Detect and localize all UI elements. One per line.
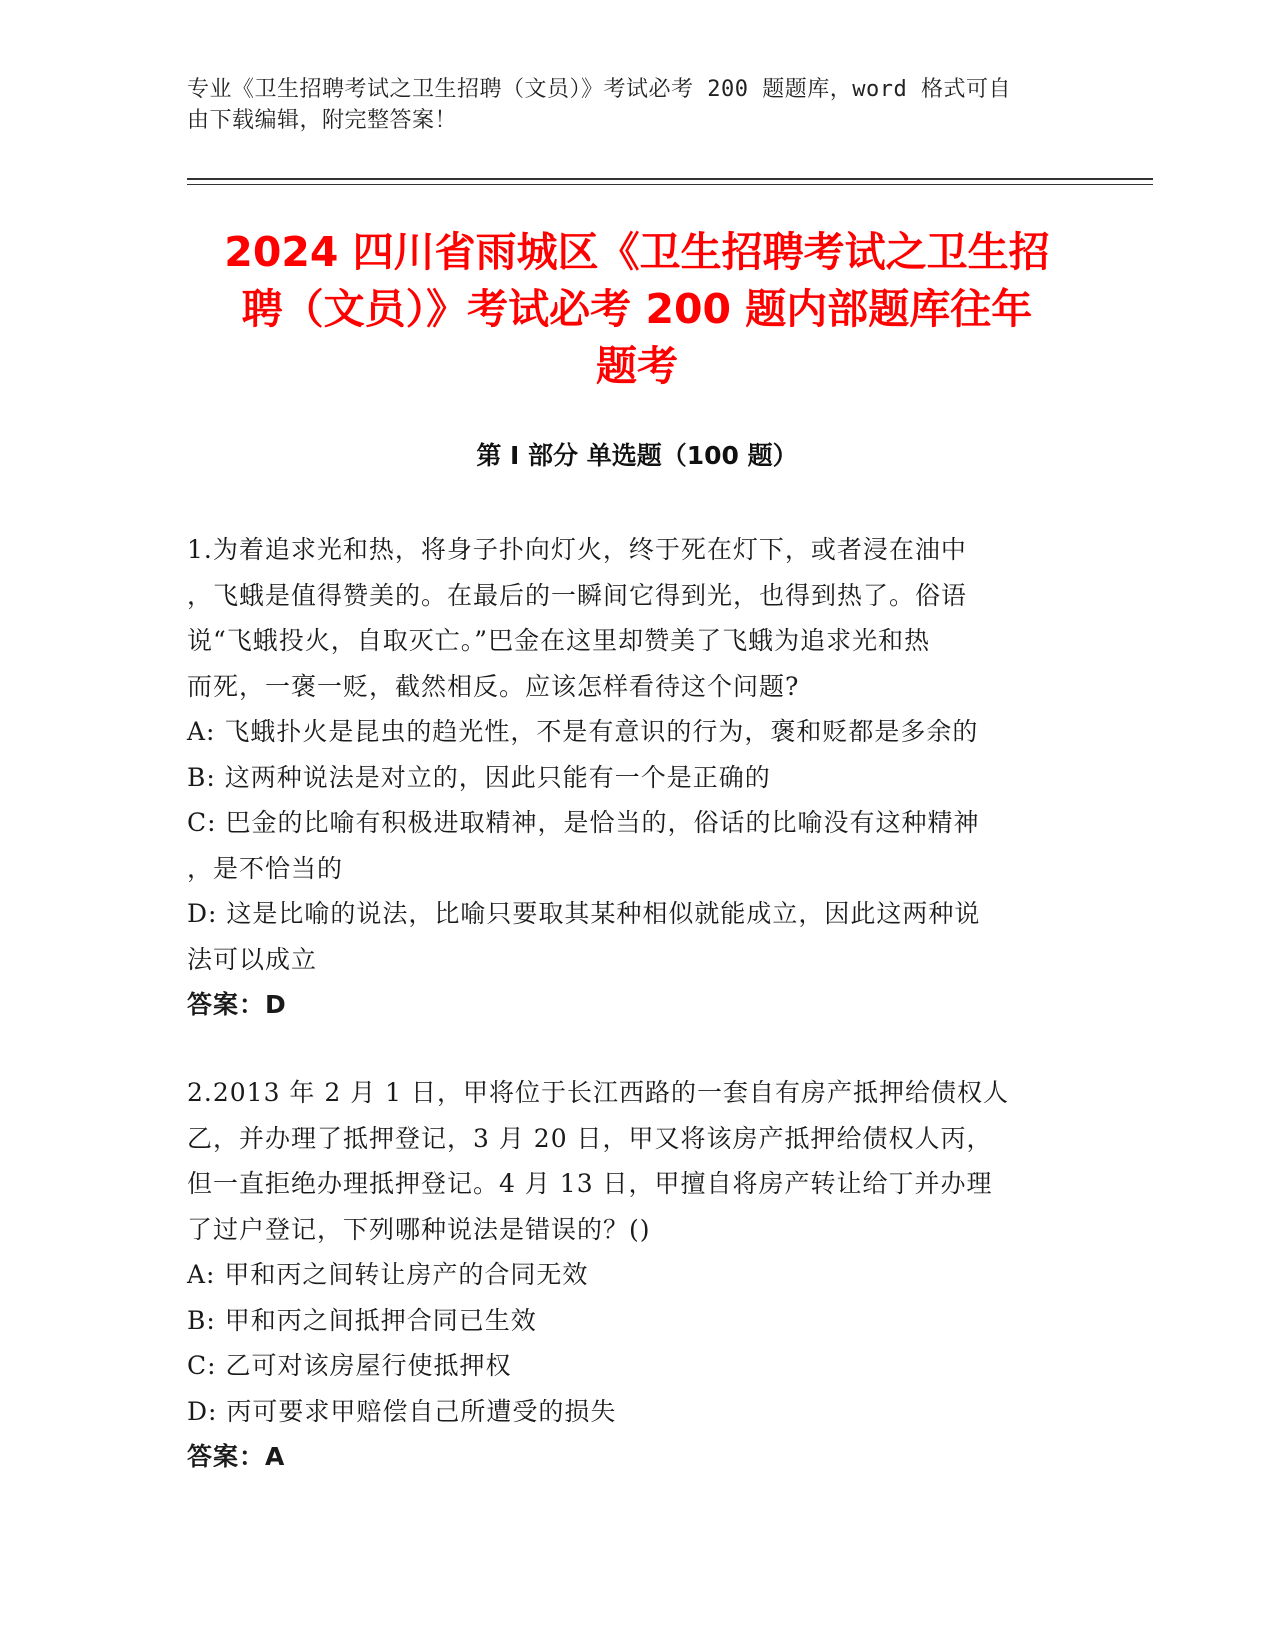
question-1 [187, 527, 1087, 1028]
option-a: A: 甲和丙之间转让房产的合同无效 [187, 1260, 589, 1289]
option-c: C: 巴金的比喻有积极进取精神，是恰当的，俗话的比喻没有这种精神 [187, 808, 980, 837]
header-note [187, 74, 1087, 136]
question-stem-line: 2.2013 年 2 月 1 日，甲将位于长江西路的一套自有房产抵押给债权人 [187, 1078, 1010, 1107]
header-divider-thick [187, 178, 1153, 180]
option-d-continued: 法可以成立 [187, 944, 318, 974]
question-stem-line: 但一直拒绝办理抵押登记。4 月 13 日，甲擅自将房产转让给丁并办理 [187, 1169, 993, 1198]
question-stem-line: ，飞蛾是值得赞美的。在最后的一瞬间它得到光，也得到热了。俗语 [187, 580, 968, 610]
question-stem-line: 了过户登记，下列哪种说法是错误的？() [187, 1214, 651, 1244]
section-title: 第 I 部分 单选题（100 题） [476, 441, 798, 470]
option-c-continued: ，是不恰当的 [187, 853, 344, 883]
document-title [187, 224, 1087, 395]
header-divider-thin [187, 184, 1153, 185]
document-title-line-3: 题考 [596, 342, 678, 390]
header-note-line-1: 专业《卫生招聘考试之卫生招聘（文员）》考试必考 200 题题库，word 格式可自 [187, 77, 1011, 102]
document-title-line-1: 2024 四川省雨城区《卫生招聘考试之卫生招 [224, 228, 1050, 276]
answer-label: 答案：A [187, 1442, 286, 1471]
answer-label: 答案：D [187, 990, 287, 1019]
option-b: B: 甲和丙之间抵押合同已生效 [187, 1305, 537, 1335]
question-stem-line: 而死，一褒一贬，截然相反。应该怎样看待这个问题? [187, 671, 800, 701]
question-stem-line: 乙，并办理了抵押登记，3 月 20 日，甲又将该房产抵押给债权人丙， [187, 1123, 993, 1153]
question-2 [187, 1070, 1087, 1480]
document-title-line-2: 聘（文员）》考试必考 200 题内部题库往年 [241, 285, 1033, 333]
header-note-line-2: 由下载编辑，附完整答案！ [187, 108, 458, 133]
option-c: C: 乙可对该房屋行使抵押权 [187, 1351, 512, 1380]
option-d: D: 丙可要求甲赔偿自己所遭受的损失 [187, 1396, 617, 1426]
option-b: B: 这两种说法是对立的，因此只能有一个是正确的 [187, 762, 771, 792]
option-d: D: 这是比喻的说法，比喻只要取其某种相似就能成立，因此这两种说 [187, 899, 981, 928]
question-stem-line: 1.为着追求光和热，将身子扑向灯火，终于死在灯下，或者浸在油中 [187, 535, 967, 564]
question-stem-line: 说“飞蛾投火，自取灭亡。”巴金在这里却赞美了飞蛾为追求光和热 [187, 626, 931, 655]
option-a: A: 飞蛾扑火是昆虫的趋光性，不是有意识的行为，褒和贬都是多余的 [187, 717, 979, 746]
